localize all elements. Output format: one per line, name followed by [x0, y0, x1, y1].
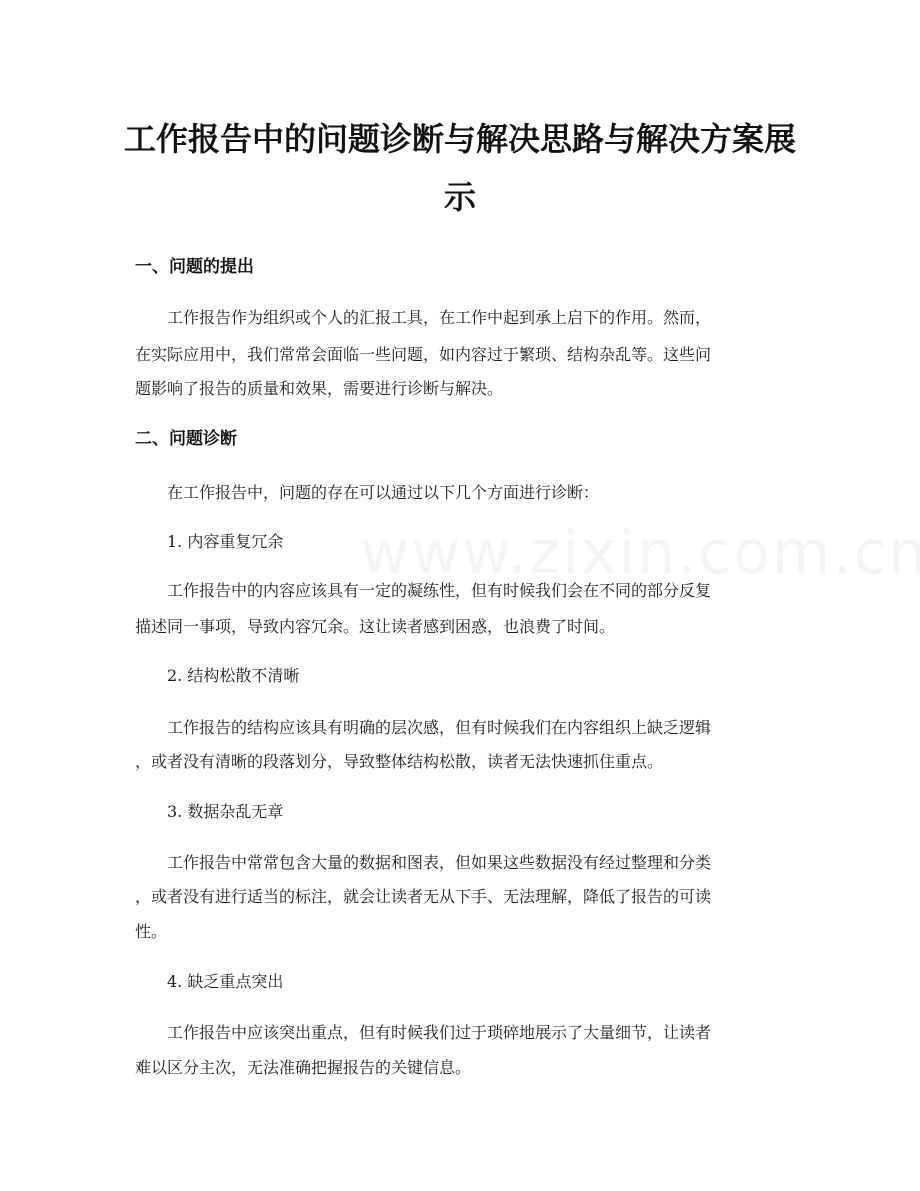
paragraph-line: 工作报告中常常包含大量的数据和图表，但如果这些数据没有经过整理和分类 — [167, 853, 712, 872]
list-item-label: 3. 数据杂乱无章 — [167, 802, 284, 821]
document-title: 工作报告中的问题诊断与解决思路与解决方案展示 — [123, 120, 796, 216]
list-item-label: 1. 内容重复冗余 — [167, 532, 284, 551]
paragraph-line: 工作报告中的内容应该具有一定的凝练性，但有时候我们会在不同的部分反复 — [167, 581, 712, 600]
paragraph-line: ，或者没有清晰的段落划分，导致整体结构松散，读者无法快速抓住重点。 — [135, 752, 664, 771]
paragraph-line: ，或者没有进行适当的标注，就会让读者无从下手、无法理解，降低了报告的可读 — [135, 887, 712, 906]
paragraph-line: 性。 — [135, 922, 168, 941]
paragraph-line: 工作报告中应该突出重点，但有时候我们过于琐碎地展示了大量细节，让读者 — [167, 1023, 712, 1042]
paragraph-line: 题影响了报告的质量和效果，需要进行诊断与解决。 — [135, 379, 504, 398]
intro-line: 在工作报告中，问题的存在可以通过以下几个方面进行诊断： — [167, 483, 600, 502]
list-item-label: 4. 缺乏重点突出 — [167, 972, 284, 991]
paragraph-line: 描述同一事项，导致内容冗余。这让读者感到困惑，也浪费了时间。 — [135, 617, 616, 636]
section-heading-diagnosis: 二、问题诊断 — [135, 429, 237, 449]
paragraph-line: 工作报告的结构应该具有明确的层次感，但有时候我们在内容组织上缺乏逻辑 — [167, 718, 712, 737]
paragraph-line: 工作报告作为组织或个人的汇报工具，在工作中起到承上启下的作用。然而， — [167, 308, 712, 327]
paragraph-line: 难以区分主次，无法准确把握报告的关键信息。 — [135, 1058, 472, 1077]
paragraph-line: 在实际应用中，我们常常会面临一些问题，如内容过于繁琐、结构杂乱等。这些问 — [135, 345, 712, 364]
list-item-label: 2. 结构松散不清晰 — [167, 666, 300, 685]
section-heading-problem-raised: 一、问题的提出 — [135, 257, 254, 277]
